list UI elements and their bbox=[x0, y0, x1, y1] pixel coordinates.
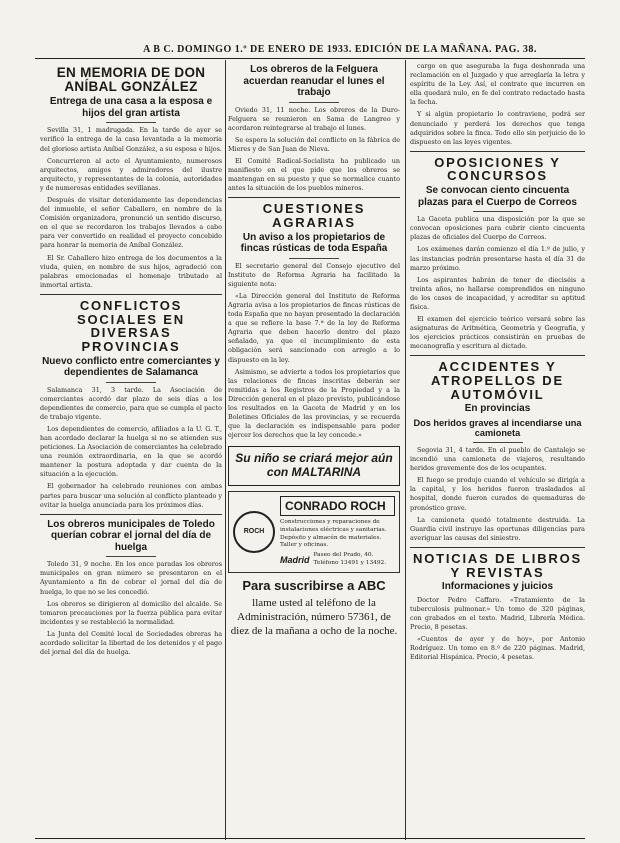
article-paragraph: Doctor Pedro Caffaro. «Tratamiento de la tuberculosis pulmonar.» Un tomo de 320 páginas, con grabados en el texto. Madrid, Librería Médica. Precio, 8 pesetas. bbox=[410, 595, 585, 632]
divider bbox=[106, 122, 156, 123]
ad-address: Paseo del Prado, 40. Teléfono 13491 y 13492. bbox=[313, 552, 387, 567]
ad-text: Depósito y almacén de materiales. Taller y oficinas. bbox=[280, 534, 382, 549]
article-paragraph: Asimismo, se advierte a todos los propietarios que las relaciones de fincas inscritas deberán ser remitidas a los Registros de la Propiedad y a la Dirección general en el plazo previsto, publicándose los resultados en la Gaceta de Madrid y en los Boletines Oficiales de las provincias, y se recuerda que la declaración es indispensable para poder ejercer los derechos que la ley concede.» bbox=[228, 367, 400, 440]
article-paragraph: Y si algún propietario lo contraviene, podrá ser denunciado y perderá los derechos que tenga adquiridos sobre la finca. Todo ello sin perjuicio de lo dispuesto en las leyes vigentes. bbox=[410, 110, 585, 146]
article-rule bbox=[410, 547, 585, 548]
article-paragraph: cargo en que aseguraba la fuga deshonrada una reclamación en el Juzgado y que arreglaría la letra y espíritu de la Ley. Así, el contrato que incurren en ella quedará nulo, en fe del contrato redactado hasta la fecha. bbox=[410, 62, 585, 107]
divider bbox=[473, 442, 523, 443]
article-paragraph: Salamanca 31, 3 tarde. La Asociación de comerciantes acordó dar plazo de seis días a los dependientes de comercio, para que se cumpla el pacto de trabajo vigente. bbox=[40, 385, 222, 421]
subscription-text: llame usted al teléfono de la Administración, número 57361, de diez de la mañana a ocho de la noche. bbox=[230, 596, 398, 638]
column-2 bbox=[228, 62, 400, 837]
divider bbox=[106, 382, 156, 383]
article-subheadline: Un aviso a los propietarios de fincas rústicas de toda España bbox=[240, 231, 388, 255]
article-paragraph: El examen del ejercicio teórico versará sobre las asignaturas de Aritmética, Geometría y Geografía, y los ejercicios prácticos consistirán en pruebas de mecanografía y escritura al dictado. bbox=[410, 315, 585, 351]
roch-logo-icon: ROCH bbox=[233, 511, 275, 553]
article-paragraph: El gobernador ha celebrado reuniones con ambas partes para buscar una solución al conflicto planteado y evitar la huelga anunciada para los próximos días. bbox=[40, 482, 222, 509]
article-paragraph: Concurrieron al acto el Ayuntamiento, numerosos arquitectos, amigos y admiradores del ilustre arquitecto, y representantes de la colonia, autoridades y de numerosas entidades sevillanas. bbox=[40, 156, 222, 192]
article-paragraph: El Comité Radical-Socialista ha publicado un manifiesto en el que pide que los obreros se mantengan en su puesto y que se normalice cuanto antes la situación de los pueblos mineros. bbox=[228, 156, 400, 193]
article-paragraph: El fuego se produjo cuando el vehículo se dirigía a la capital, y los heridos fueron trasladados al hospital, donde fueron curados de quemaduras de pronóstico grave. bbox=[410, 476, 585, 512]
article-headline: Los obreros municipales de Toledo querían cobrar el jornal del día de huelga bbox=[47, 518, 215, 553]
article-paragraph: La Junta del Comité local de Sociedades obreras ha acordado solicitar la libertad de los detenidos y el pago del jornal del día de huelga. bbox=[40, 629, 222, 657]
article-headline: NOTICIAS DE LIBROS Y REVISTAS bbox=[413, 550, 582, 580]
article-paragraph: Los aspirantes habrán de tener de dieciséis a treinta años, no hallarse comprendidos en ninguno de los casos de incapacidad, y acreditar su aptitud física. bbox=[410, 275, 585, 311]
header-rule bbox=[35, 58, 585, 59]
ad-text: Construcciones y reparaciones de instalaciones eléctricas y sanitarias. bbox=[280, 519, 387, 533]
divider bbox=[106, 556, 156, 557]
article-paragraph: Toledo 31, 9 noche. En los once paradas los obreros municipales en gran número se presentaron en el Ayuntamiento a fin de cobrar el jornal del día de huelga, lo que no se les concedió. bbox=[40, 560, 222, 596]
ad-footer bbox=[280, 552, 395, 568]
article-subheadline: Entrega de una casa a la esposa e hijos del gran artista bbox=[49, 96, 213, 119]
article-paragraph: La Gaceta publica una disposición por la que se convocan oposiciones para cubrir ciento cincuenta plazas de oficiales del Cuerpo de Correos. bbox=[410, 215, 585, 242]
divider bbox=[473, 211, 523, 212]
article-subheadline: En provincias bbox=[464, 403, 531, 415]
maltarina-advertisement bbox=[228, 446, 400, 486]
column-separator bbox=[405, 60, 406, 840]
column-1 bbox=[40, 62, 222, 832]
article-paragraph: La camioneta quedó totalmente destruida. La Guardia civil instruye las oportunas diligencias para averiguar las causas del siniestro. bbox=[410, 515, 585, 542]
article-paragraph: «La Dirección general del Instituto de Reforma Agraria avisa a los propietarios de fincas rústicas de toda España que no hayan presentado la declaración a que se refiere la base 7.ª de la ley de Reforma Agraria que deben hacerlo dentro del plazo señalado, ya que el incumplimiento de esta obligación será sancionado con arreglo a lo dispuesto en la ley. bbox=[228, 291, 400, 364]
article-paragraph: Sevilla 31, 1 madrugada. En la tarde de ayer se verificó la entrega de la casa levantada a la memoria del glorioso artista Aníbal González, a su esposa e hijos. bbox=[40, 126, 222, 153]
article-rule bbox=[410, 355, 585, 356]
article-subheadline: Nuevo conflicto entre comerciantes y dependientes de Salamanca bbox=[42, 355, 220, 378]
ad-city: Madrid bbox=[280, 555, 310, 566]
column-separator bbox=[225, 60, 226, 840]
subscription-headline: Para suscribirse a ABC bbox=[242, 577, 386, 593]
article-subheadline: Se convocan ciento cincuenta plazas para el Cuerpo de Correos bbox=[418, 185, 577, 208]
ad-headline: Su niño se criará mejor aún con MALTARINA bbox=[235, 451, 393, 480]
divider bbox=[289, 258, 339, 259]
article-headline: EN MEMORIA DE DON ANÍBAL GONZÁLEZ bbox=[56, 65, 206, 95]
article-paragraph: Los dependientes de comercio, afiliados a la U. G. T., han acordado declarar la huelga si no se atienden sus peticiones. La Asociación de comerciantes ha celebrado una reunión extraordinaria, en la que se acordó mantener la postura adoptada y dar cuenta de la situación a la ejecución. bbox=[40, 424, 222, 479]
article-rule bbox=[228, 197, 400, 198]
ad-brand: CONRADO ROCH bbox=[280, 496, 395, 516]
article-paragraph: El secretario general del Consejo ejecutivo del Instituto de Reforma Agraria ha facilitado la siguiente nota: bbox=[228, 261, 400, 288]
article-paragraph: Segovia 31, 4 tarde. En el pueblo de Cantalejo se incendió una camioneta de viajeros, resultando heridos gravemente dos de los ocupantes. bbox=[410, 446, 585, 473]
ad-body bbox=[280, 496, 395, 568]
article-paragraph: Oviedo 31, 11 noche. Los obreros de la Duro-Felguera se reunieron en Sama de Langreo y acordaron reintegrarse al trabajo el lunes. bbox=[228, 105, 400, 132]
article-headline: ACCIDENTES Y ATROPELLOS DE AUTOMÓVIL bbox=[431, 359, 564, 402]
page-header: A B C. DOMINGO 1.º DE ENERO DE 1933. EDICIÓN DE LA MAÑANA. PAG. 38. bbox=[143, 44, 537, 55]
article-subheadline: Dos heridos graves al incendiarse una camioneta bbox=[413, 417, 582, 439]
article-paragraph: Los exámenes darán comienzo el día 1.º de julio, y las instancias podrán presentarse hasta el día 31 de marzo próximo. bbox=[410, 245, 585, 272]
article-paragraph: Los obreros se dirigieron al domicilio del alcalde. Se tomaron precauciones por la fuerza pública para evitar incidentes y se restableció la normalidad. bbox=[40, 599, 222, 626]
conrado-roch-advertisement bbox=[228, 491, 400, 573]
article-headline: CUESTIONES AGRARIAS bbox=[262, 201, 366, 230]
footer-rule bbox=[35, 838, 585, 839]
article-paragraph: Se espera la solución del conflicto en la fábrica de Mieres y de San Juan de Nieva. bbox=[228, 135, 400, 153]
article-rule bbox=[40, 514, 222, 515]
article-paragraph: «Cuentos de ayer y de hoy», por Antonio Rodríguez. Un tomo en 8.º de 220 páginas. Madrid, Editorial Hispánica. Precio, 4 pesetas. bbox=[410, 635, 585, 662]
article-headline: OPOSICIONES Y CONCURSOS bbox=[434, 154, 561, 184]
article-paragraph: El Sr. Caballero hizo entrega de los documentos a la viuda, quien, en nombre de sus hijos, agradeció con palabras emocionadas el homenaje tributado al inmortal artista. bbox=[40, 253, 222, 289]
article-rule bbox=[410, 151, 585, 152]
divider bbox=[289, 102, 339, 103]
article-paragraph: Después de visitar detenidamente las dependencias del inmueble, el señor Caballero, en nombre de la Comisión organizadora, pronunció un sentido discurso, en el que se recordaron los trabajos llevados a cabo para ver convertido en realidad el proyecto concebido para honrar la memoria de Aníbal González. bbox=[40, 196, 222, 250]
article-headline: CONFLICTOS SOCIALES EN DIVERSAS PROVINCIAS bbox=[77, 297, 185, 354]
article-subheadline: Informaciones y juicios bbox=[441, 581, 554, 593]
column-3 bbox=[410, 62, 585, 837]
article-rule bbox=[40, 294, 222, 295]
article-headline: Los obreros de la Felguera acuerdan reanudar el lunes el trabajo bbox=[243, 64, 385, 98]
